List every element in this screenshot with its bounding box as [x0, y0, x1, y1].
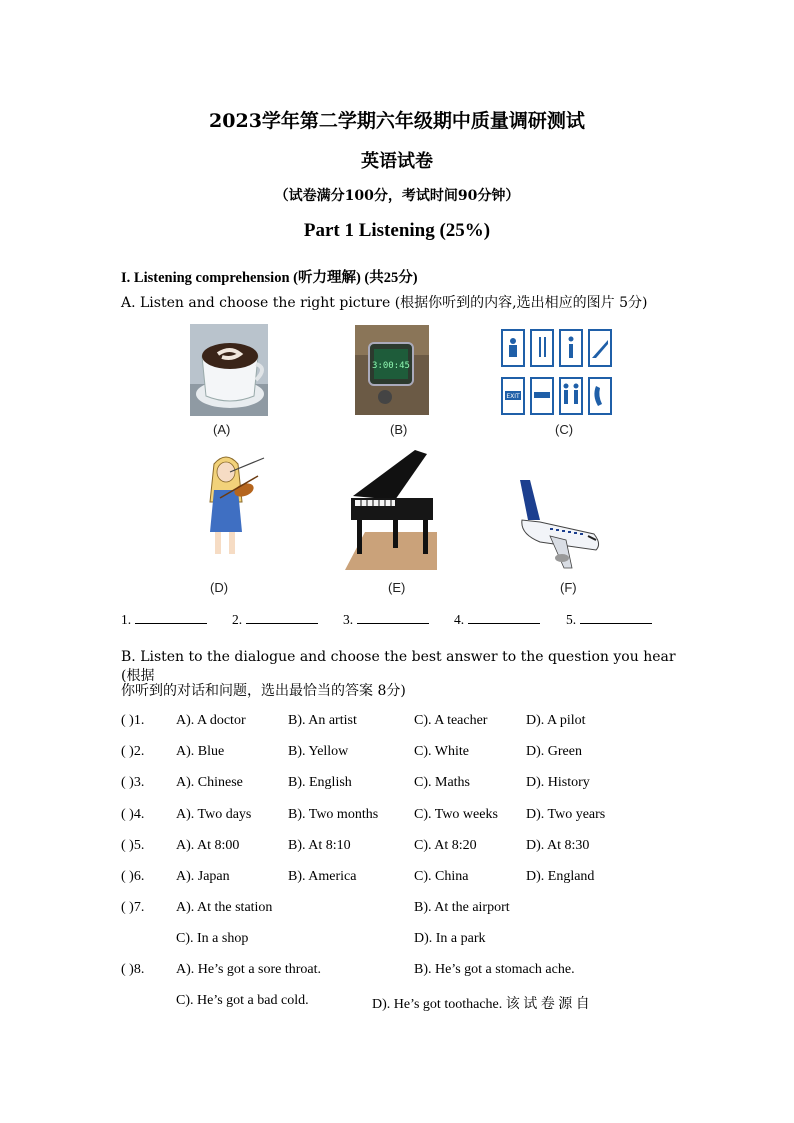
question-8-option-b: B). He’s got a stomach ache. — [414, 962, 575, 977]
question-8-option-c: C). He’s got a bad cold. — [176, 993, 309, 1008]
question-4-number[interactable]: ( )4. — [121, 806, 145, 822]
watch-time: 3:00:45 — [372, 361, 410, 371]
exam-title: 2023学年第二学期六年级期中质量调研测试 — [209, 110, 585, 132]
section-b-instruction-2: 你听到的对话和问题，选出最恰当的答案 8分) — [121, 683, 406, 699]
question-5-option-b: B). At 8:10 — [288, 837, 351, 853]
picture-label-c: (C) — [555, 422, 574, 437]
answer-blank-4[interactable]: 4. — [454, 611, 540, 628]
part-heading: Part 1 Listening (25%) — [303, 220, 491, 241]
question-3-option-d: D). History — [526, 775, 590, 791]
girl-violin-icon — [190, 450, 270, 570]
question-4-option-d: D). Two years — [526, 806, 606, 822]
airplane-icon — [510, 476, 602, 574]
section-1-heading: I. Listening comprehension (听力理解) (共25分) — [121, 270, 418, 286]
question-1-option-a: A). A doctor — [176, 713, 246, 728]
answer-blank-3[interactable]: 3. — [343, 611, 429, 628]
picture-label-d: (D) — [210, 580, 229, 595]
answer-blank-2[interactable]: 2. — [232, 611, 318, 628]
question-1-option-b: B). An artist — [288, 713, 357, 728]
question-2-option-d: D). Green — [526, 744, 582, 760]
question-5-option-a: A). At 8:00 — [176, 837, 240, 853]
question-3-option-a: A). Chinese — [176, 775, 243, 791]
question-2-option-c: C). White — [414, 744, 469, 760]
question-7-option-d: D). In a park — [414, 931, 486, 946]
question-7-option-a: A). At the station — [176, 900, 273, 915]
question-7-option-c: C). In a shop — [176, 931, 249, 946]
smart-watch-icon — [355, 325, 429, 415]
question-4-option-b: B). Two months — [288, 806, 379, 822]
public-signs-icon — [500, 328, 616, 418]
picture-label-e: (E) — [388, 580, 406, 595]
question-6-option-a: A). Japan — [176, 869, 230, 884]
question-2-option-a: A). Blue — [176, 744, 225, 760]
section-a-instruction: A. Listen and choose the right picture (根据你听到的内容,选出相应的图片 5分) — [121, 295, 648, 311]
question-8-option-d: D). He’s got toothache. 该 试 卷 源 自 — [372, 997, 590, 1012]
question-5-number[interactable]: ( )5. — [121, 837, 145, 853]
question-2-number[interactable]: ( )2. — [121, 744, 145, 760]
question-6-number[interactable]: ( )6. — [121, 869, 145, 884]
question-5-option-c: C). At 8:20 — [414, 837, 477, 853]
question-8-option-a: A). He’s got a sore throat. — [176, 962, 322, 977]
exam-subtitle: 英语试卷 — [361, 151, 433, 172]
question-1-option-c: C). A teacher — [414, 713, 488, 728]
coffee-cup-icon — [190, 324, 268, 416]
answer-blank-1[interactable]: 1. — [121, 611, 207, 628]
question-5-option-d: D). At 8:30 — [526, 837, 590, 853]
picture-label-f: (F) — [560, 580, 577, 595]
question-7-number[interactable]: ( )7. — [121, 900, 145, 915]
section-b-instruction-1: B. Listen to the dialogue and choose the best answer to the question you hear (根据 — [121, 649, 676, 684]
question-2-option-b: B). Yellow — [288, 744, 349, 760]
question-8-number[interactable]: ( )8. — [121, 962, 145, 977]
exam-note: （试卷满分100分，考试时间90分钟） — [274, 188, 520, 204]
question-4-option-c: C). Two weeks — [414, 806, 498, 822]
grand-piano-icon — [345, 448, 437, 570]
question-6-option-c: C). China — [414, 869, 469, 884]
question-1-number[interactable]: ( )1. — [121, 713, 145, 728]
question-3-option-c: C). Maths — [414, 775, 470, 791]
question-6-option-d: D). England — [526, 869, 595, 884]
svg-text:EXIT: EXIT — [506, 393, 520, 400]
question-7-option-b: B). At the airport — [414, 900, 510, 915]
picture-label-a: (A) — [213, 422, 231, 437]
picture-label-b: (B) — [390, 422, 408, 437]
question-4-option-a: A). Two days — [176, 806, 252, 822]
question-3-option-b: B). English — [288, 775, 352, 791]
question-6-option-b: B). America — [288, 869, 357, 884]
question-3-number[interactable]: ( )3. — [121, 775, 145, 791]
question-1-option-d: D). A pilot — [526, 713, 586, 728]
answer-blank-5[interactable]: 5. — [566, 611, 652, 628]
